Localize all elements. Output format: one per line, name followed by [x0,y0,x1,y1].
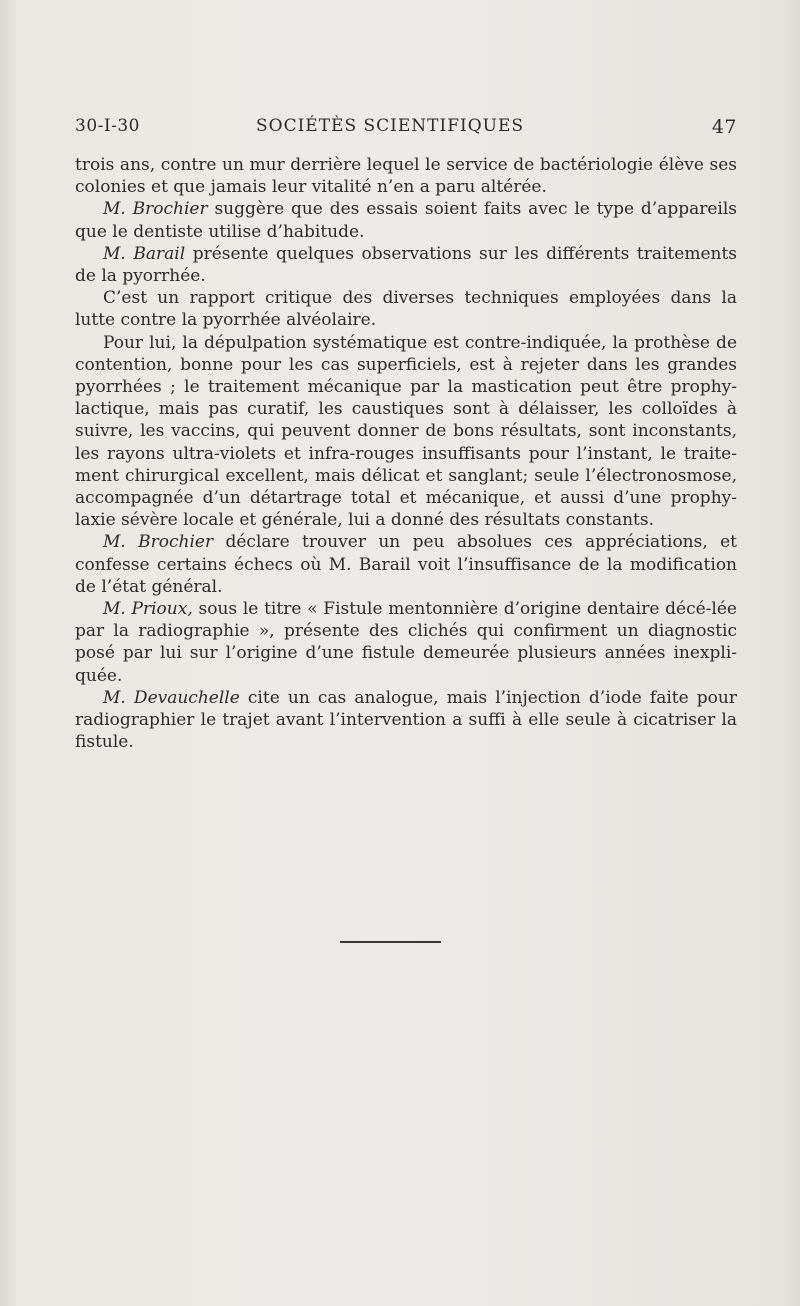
section-end-rule [340,941,441,943]
speaker-name: M. Brochier [103,532,214,553]
paragraph-brochier: M. Brochier suggère que des essais soient faits avec le type d’appareils que le dentiste utilise d’habitude. [75,199,738,242]
speaker-name: M. Barail [103,243,186,264]
header-date: 30-I-30 [75,116,140,136]
article-body [75,154,737,753]
header-journal-title: SOCIÉTÈS SCIENTIFIQUES [256,116,525,136]
running-header [75,116,737,144]
speaker-name: M. Devauchelle [103,687,240,708]
paragraph-prioux: M. Prioux, sous le titre « Fistule mentonnière d’origine dentaire décé-lée par la radiographie », présente des clichés qui confirment un diagnostic posé par lui sur l’origine d’une fistule demeurée plusieurs années inexpli-quée. [75,599,737,686]
paragraph-brochier-reply: M. Brochier déclare trouver un peu absolues ces appréciations, et confesse certains échecs où M. Barail voit l’insuffisance de la modification de l’état général. [75,532,738,597]
paragraph-devauchelle: M. Devauchelle cite un cas analogue, mais l’injection d’iode faite pour radiographier le trajet avant l’intervention a suffi à elle seule à cicatriser la fistule. [75,687,737,753]
paragraph-methodes: Pour lui, la dépulpation systématique est contre-indiquée, la prothèse de contention, bonne pour les cas superficiels, est à rejeter dans les grandes pyorrhées ; le traitement mécanique par la mastication peut être prophy-lactique, mais pas curatif, les caustiques sont à délaisser, les colloïdes à suivre, les vaccins, qui peuvent donner de bons résultats, sont inconstants, les rayons ultra-violets et infra-rouges insuffisants pour l’instant, le traite-ment chirurgical excellent, mais délicat et sanglant; seule l’électronosmose, accompagnée d’un détartrage total et mécanique, et aussi d’une prophy-laxie sévère locale et générale, lui a donné des résultats constants. [75,332,737,531]
paragraph-continuation: trois ans, contre un mur derrière lequel le service de bactériologie élève ses colonies et que jamais leur vitalité n’en a paru altérée. [75,155,737,198]
paragraph-barail: M. Barail présente quelques observations sur les différents traitements de la pyorrhée. [75,243,738,287]
speaker-name: M. Brochier [103,199,208,220]
paragraph-rapport: C’est un rapport critique des diverses techniques employées dans la lutte contre la pyorrhée alvéolaire. [75,288,737,331]
speaker-name: M. Prioux, [103,599,193,620]
page-number: 47 [711,116,737,138]
